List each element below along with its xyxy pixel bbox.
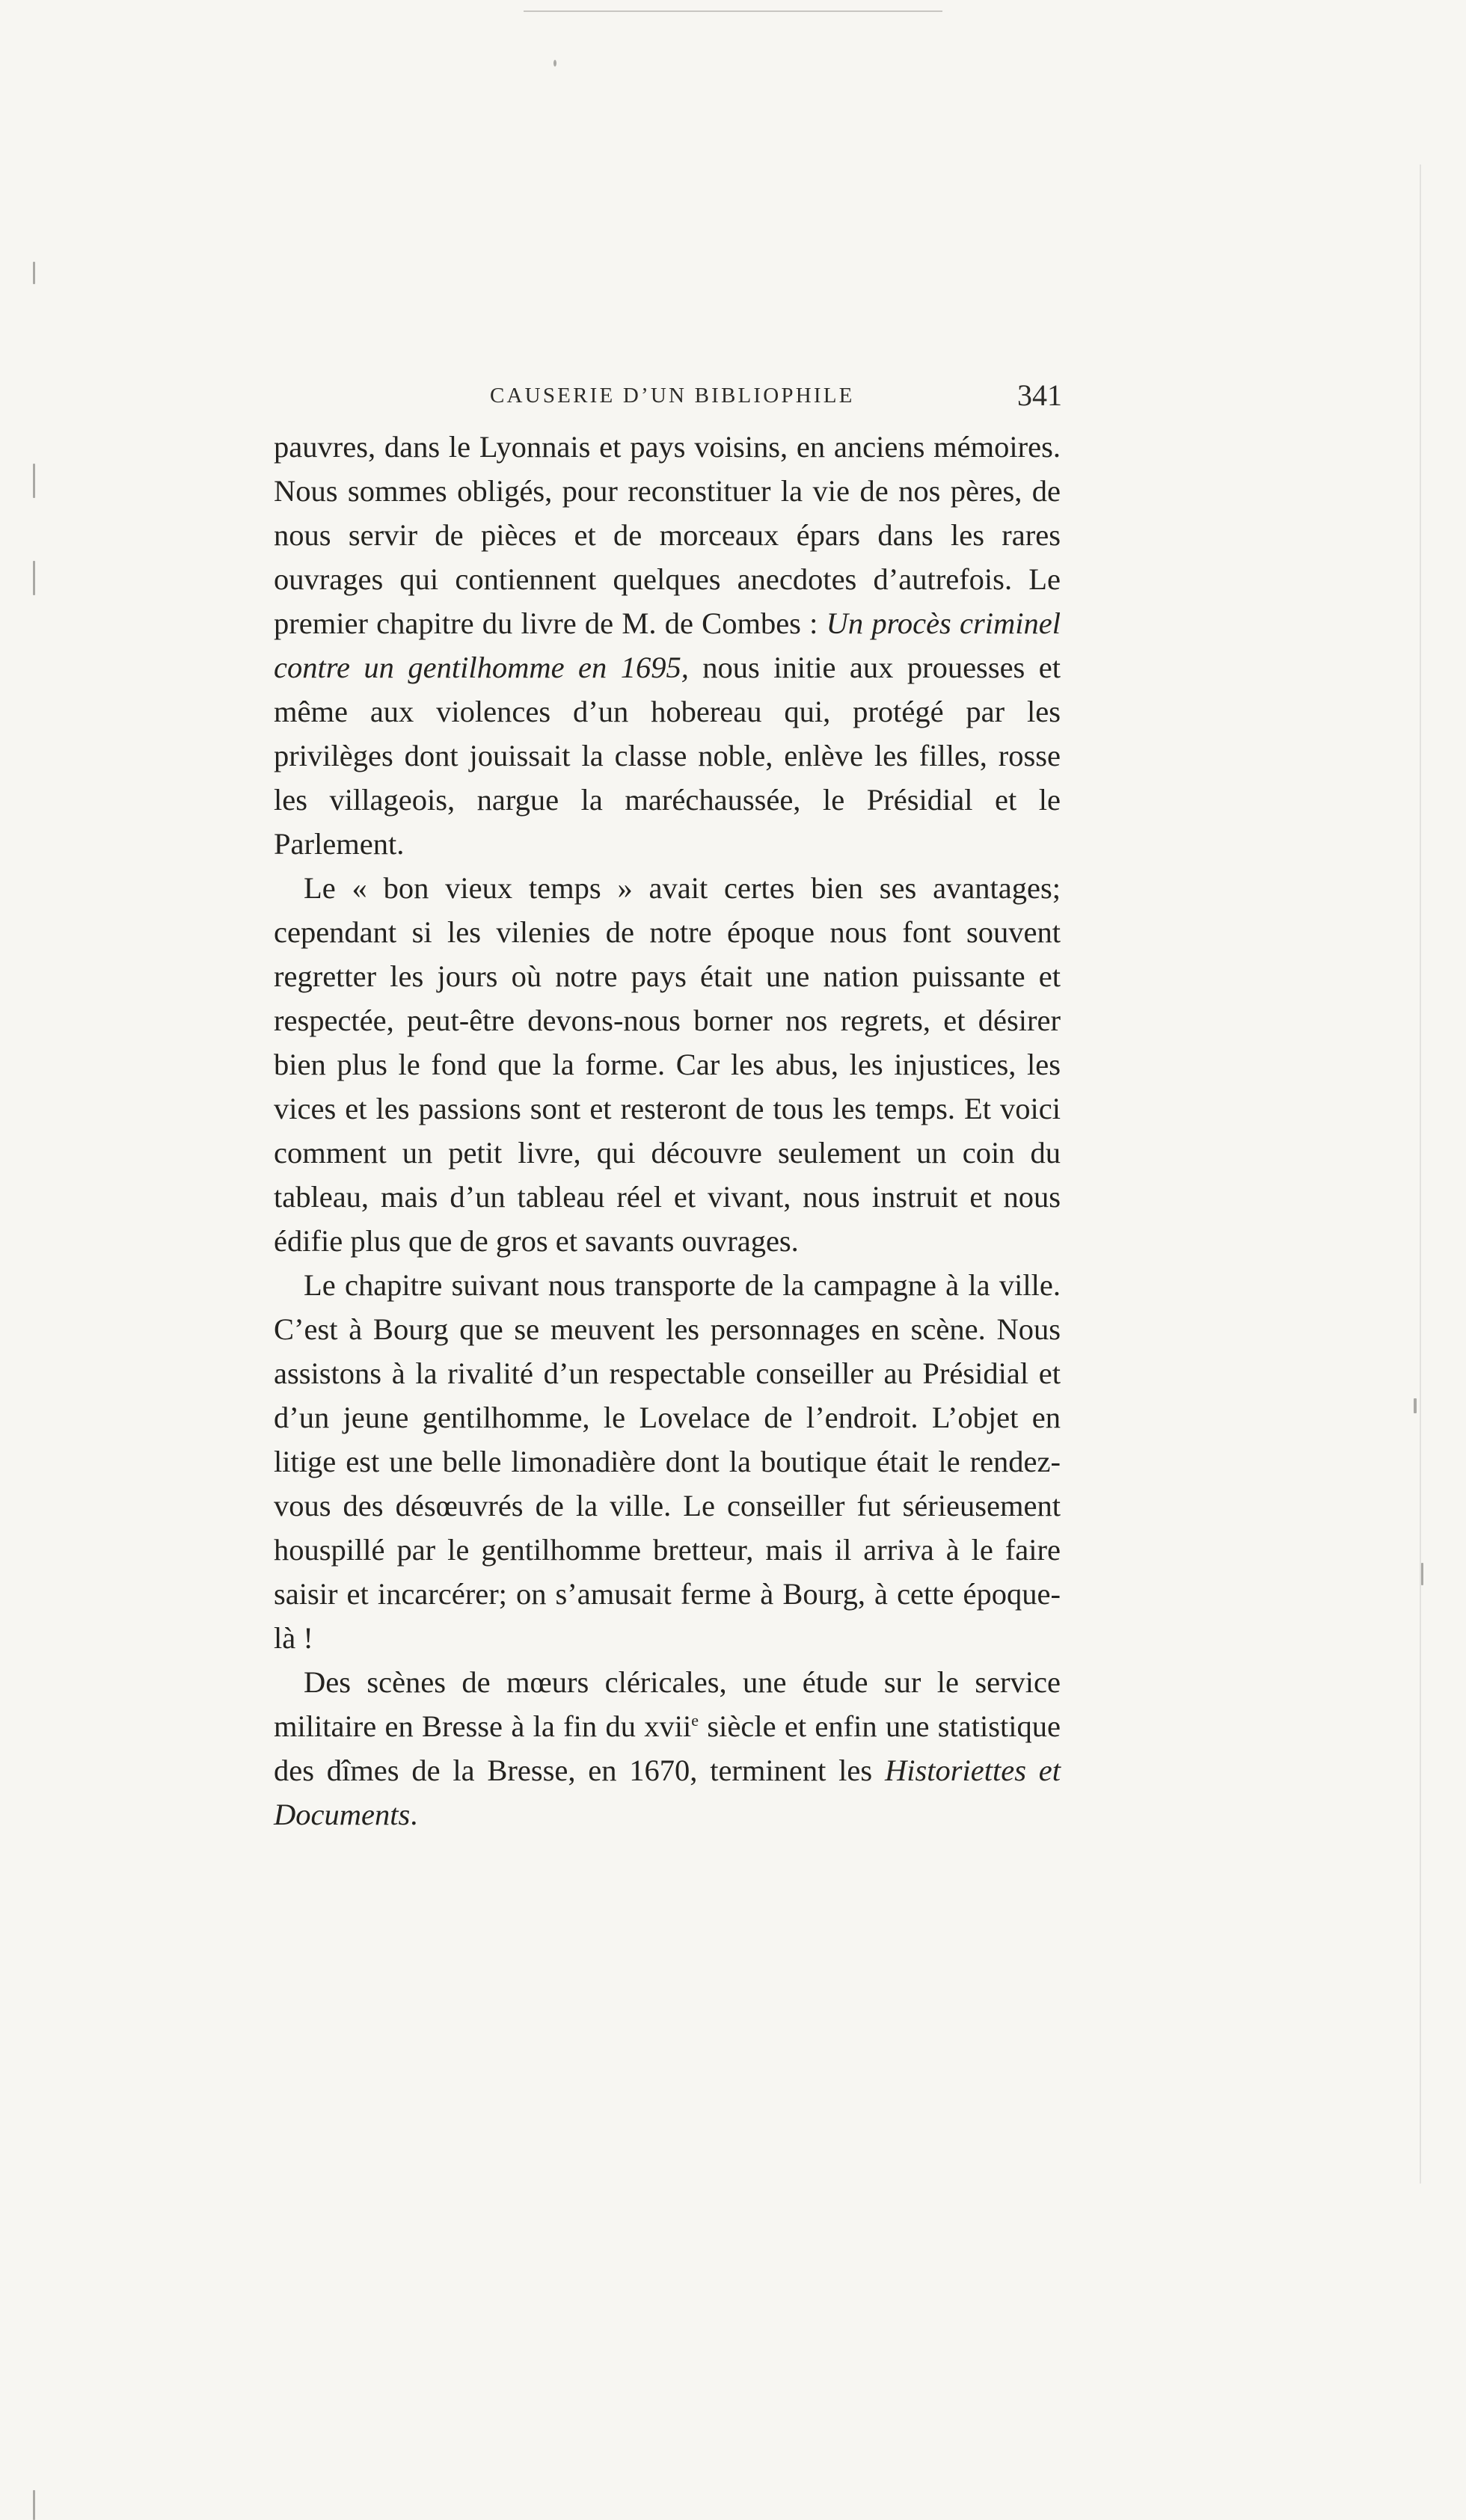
scan-speck xyxy=(553,60,556,67)
scan-speck xyxy=(33,561,35,595)
book-title-italic: Un procès criminel contre un gentilhomme en 1695, xyxy=(274,606,1061,684)
paragraph-1 xyxy=(274,425,1061,866)
paragraph-4 xyxy=(274,1660,1061,1837)
paragraph-4-text: Des scènes de mœurs cléricales, une étude sur le service militaire en Bresse à la fin du xvii xyxy=(274,1665,1061,1743)
scan-speck xyxy=(33,464,35,498)
century-superscript: e xyxy=(691,1711,699,1730)
scan-speck xyxy=(1414,1398,1417,1413)
paragraph-4-text-mid: siècle et enfin une statistique des dîmes de la Bresse, en 1670, terminent les xyxy=(274,1709,1061,1787)
paragraph-1-text: pauvres, dans le Lyonnais et pays voisins, en anciens mémoires. Nous sommes obligés, pour reconstituer la vie de nos pères, de nous servir de pièces et de morceaux épars dans les rares ouvrages qui contiennent quelques anecdotes d’autrefois. Le premier chapitre du livre de M. de Combes : xyxy=(274,430,1061,640)
body-text xyxy=(274,425,1061,1837)
running-title: CAUSERIE D’UN BIBLIOPHILE xyxy=(490,384,855,408)
work-title-italic: Historiettes et Documents xyxy=(274,1754,1061,1831)
scan-speck xyxy=(1421,1563,1423,1585)
scan-mark-right-edge xyxy=(1420,165,1421,2184)
paragraph-1-text-end: nous initie aux prouesses et même aux violences d’un hobereau qui, protégé par les privilèges dont jouissait la classe noble, enlève les filles, rosse les villageois, nargue la maréchaussée, le Présidial et le Parlement. xyxy=(274,651,1061,861)
scan-mark-top xyxy=(524,10,942,12)
paragraph-3: Le chapitre suivant nous transporte de la campagne à la ville. C’est à Bourg que se meuvent les personnages en scène. Nous assistons à la rivalité d’un respectable conseiller au Présidial et d’un jeune gentilhomme, le Lovelace de l’endroit. L’objet en litige est une belle limonadière dont la boutique était le rendez-vous des désœuvrés de la ville. Le conseiller fut sérieusement houspillé par le gentilhomme bretteur, mais il arriva à le faire saisir et incarcérer; on s’amusait ferme à Bourg, à cette époque-là ! xyxy=(274,1268,1061,1655)
scan-speck xyxy=(33,2490,35,2520)
paragraph-4-text-end: . xyxy=(410,1798,418,1831)
page-number: 341 xyxy=(1017,378,1062,412)
running-header xyxy=(275,378,1068,422)
scan-speck xyxy=(33,262,35,284)
paragraph-2: Le « bon vieux temps » avait certes bien ses avantages; cependant si les vilenies de notre époque nous font souvent regretter les jours où notre pays était une nation puissante et respectée, peut-être devons-nous borner nos regrets, et désirer bien plus le fond que la forme. Car les abus, les injustices, les vices et les passions sont et resteront de tous les temps. Et voici comment un petit livre, qui découvre seulement un coin du tableau, mais d’un tableau réel et vivant, nous instruit et nous édifie plus que de gros et savants ouvrages. xyxy=(274,871,1061,1258)
